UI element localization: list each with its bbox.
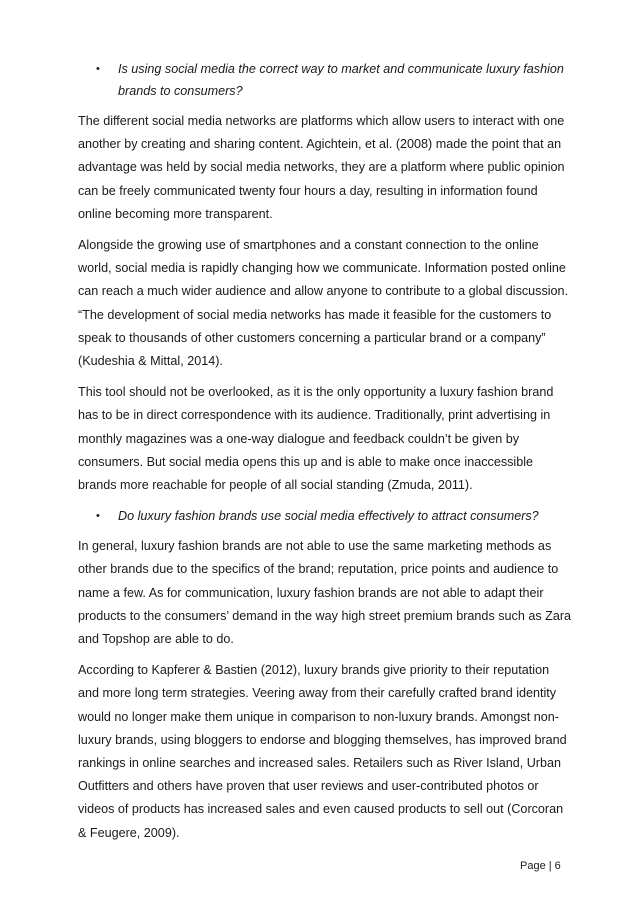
page-number: Page | 6 <box>520 860 561 872</box>
bullet-text: Do luxury fashion brands use social media effectively to attract consumers? <box>118 509 539 524</box>
bullet-dot-icon: • <box>96 510 100 523</box>
paragraph: This tool should not be overlooked, as it is the only opportunity a luxury fashion brand has to be in direct correspondence with its audience. Traditionally, print advertising in monthly magazines was a one-way dialogue and feedback couldn’t be given by consumers. But social media opens this up and is able to make once inaccessible brands more reachable for people of all social standing (Zmuda, 2011). <box>78 385 554 493</box>
bullet-question-2 <box>78 505 572 527</box>
paragraph: In general, luxury fashion brands are not able to use the same marketing methods as other brands due to the specifics of the brand; reputation, price points and audience to name a few. As for communication, luxury fashion brands are not able to adapt their products to the consumers’ demand in the way high street premium brands such as Zara and Topshop are able to do. <box>78 539 572 647</box>
paragraph: The different social media networks are platforms which allow users to interact with one another by creating and sharing content. Agichtein, et al. (2008) made the point that an advantage was held by social media networks, they are a platform where public opinion can be freely communicated twenty four hours a day, resulting in information found online becoming more transparent. <box>78 114 565 221</box>
bullet-text: Is using social media the correct way to market and communicate luxury fashion brands to consumers? <box>118 62 564 98</box>
document-page <box>78 58 572 853</box>
paragraph: Alongside the growing use of smartphones and a constant connection to the online world, social media is rapidly changing how we communicate. Information posted online can reach a much wider audience and allow anyone to contribute to a global discussion. “The development of social media networks has made it feasible for the customers to speak to thousands of other customers concerning a particular brand or a company” (Kudeshia & Mittal, 2014). <box>78 238 569 369</box>
bullet-question-1 <box>78 58 572 102</box>
paragraph: According to Kapferer & Bastien (2012), luxury brands give priority to their reputation and more long term strategies. Veering away from their carefully crafted brand identity would no longer make them unique in comparison to non-luxury brands. Amongst non-luxury brands, using bloggers to endorse and blogging themselves, has improved brand rankings in online searches and increased sales. Retailers such as River Island, Urban Outfitters and others have proven that user reviews and user-contributed photos or videos of products has increased sales and even caused products to sell out (Corcoran & Feugere, 2009). <box>78 663 567 840</box>
bullet-dot-icon: • <box>96 63 100 75</box>
